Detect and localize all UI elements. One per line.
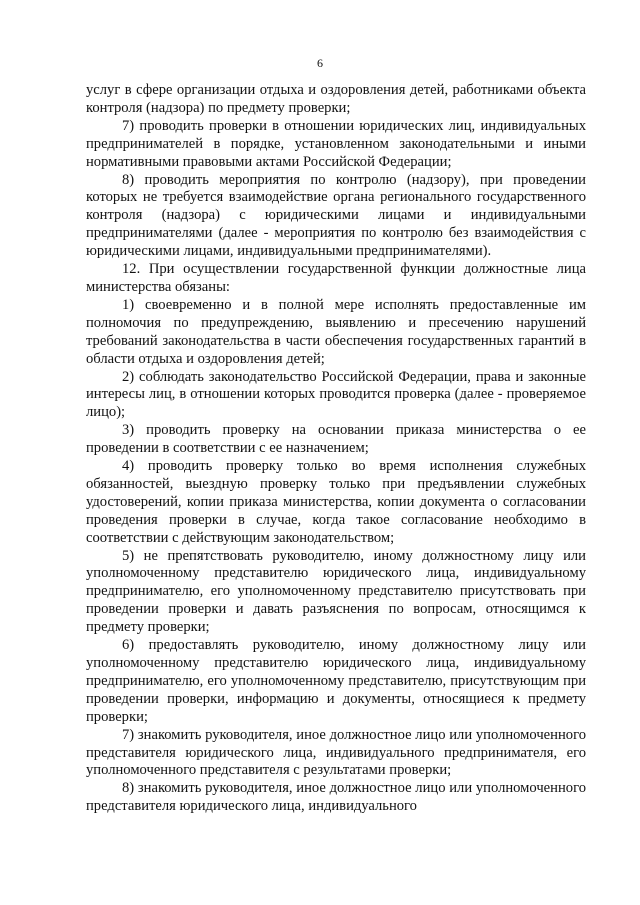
paragraph-duty-5: 5) не препятствовать руководителю, иному должностному лицу или уполномоченному представителю юридического лица, индивидуальному предпринимателю, его уполномоченному представителю присутствовать при проведении проверки и давать разъяснения по вопросам, относящимся к предмету проверки; <box>86 547 586 636</box>
document-body <box>86 82 586 816</box>
paragraph-duty-3: 3) проводить проверку на основании приказа министерства о ее проведении в соответствии с ее назначением; <box>86 422 586 457</box>
paragraph-item-8: 8) проводить мероприятия по контролю (надзору), при проведении которых не требуется взаимодействие органа регионального государственного контроля (надзора) с юридическими лицами и индивидуальными предпринимателями (далее - мероприятия по контролю без взаимодействия с юридическими лицами, индивидуальными предпринимателями). <box>86 171 586 260</box>
paragraph-duty-6: 6) предоставлять руководителю, иному должностному лицу или уполномоченному представителю юридического лица, индивидуальному предпринимателю, его уполномоченному представителю, присутствующим при проведении проверки, информацию и документы, относящиеся к предмету проверки; <box>86 637 586 725</box>
paragraph-item-7: 7) проводить проверки в отношении юридических лиц, индивидуальных предпринимателей в порядке, установленном законодательными и иными нормативными правовыми актами Российской Федерации; <box>86 117 586 170</box>
paragraph-continuation: услуг в сфере организации отдыха и оздоровления детей, работниками объекта контроля (надзора) по предмету проверки; <box>86 82 586 116</box>
paragraph-duty-1: 1) своевременно и в полной мере исполнять предоставленные им полномочия по предупреждению, выявлению и пресечению нарушений требований законодательства в части обеспечения государственных гарантий в области отдыха и оздоровления детей; <box>86 296 586 367</box>
paragraph-duty-4: 4) проводить проверку только во время исполнения служебных обязанностей, выездную проверку только при предъявлении служебных удостоверений, копии приказа министерства, копии документа о согласовании проведения проверки в случае, когда такое согласование необходимо в соответствии с действующим законодательством; <box>86 458 586 546</box>
paragraph-duty-2: 2) соблюдать законодательство Российской Федерации, права и законные интересы лиц, в отношении которых проводится проверка (далее - проверяемое лицо); <box>86 368 586 421</box>
paragraph-section-12: 12. При осуществлении государственной функции должностные лица министерства обязаны: <box>86 261 586 295</box>
paragraph-duty-7: 7) знакомить руководителя, иное должностное лицо или уполномоченного представителя юридического лица, индивидуального предпринимателя, его уполномоченного представителя с результатами проверки; <box>86 726 586 779</box>
paragraph-duty-8: 8) знакомить руководителя, иное должностное лицо или уполномоченного представителя юридического лица, индивидуального <box>86 780 586 815</box>
page-number: 6 <box>317 56 323 70</box>
